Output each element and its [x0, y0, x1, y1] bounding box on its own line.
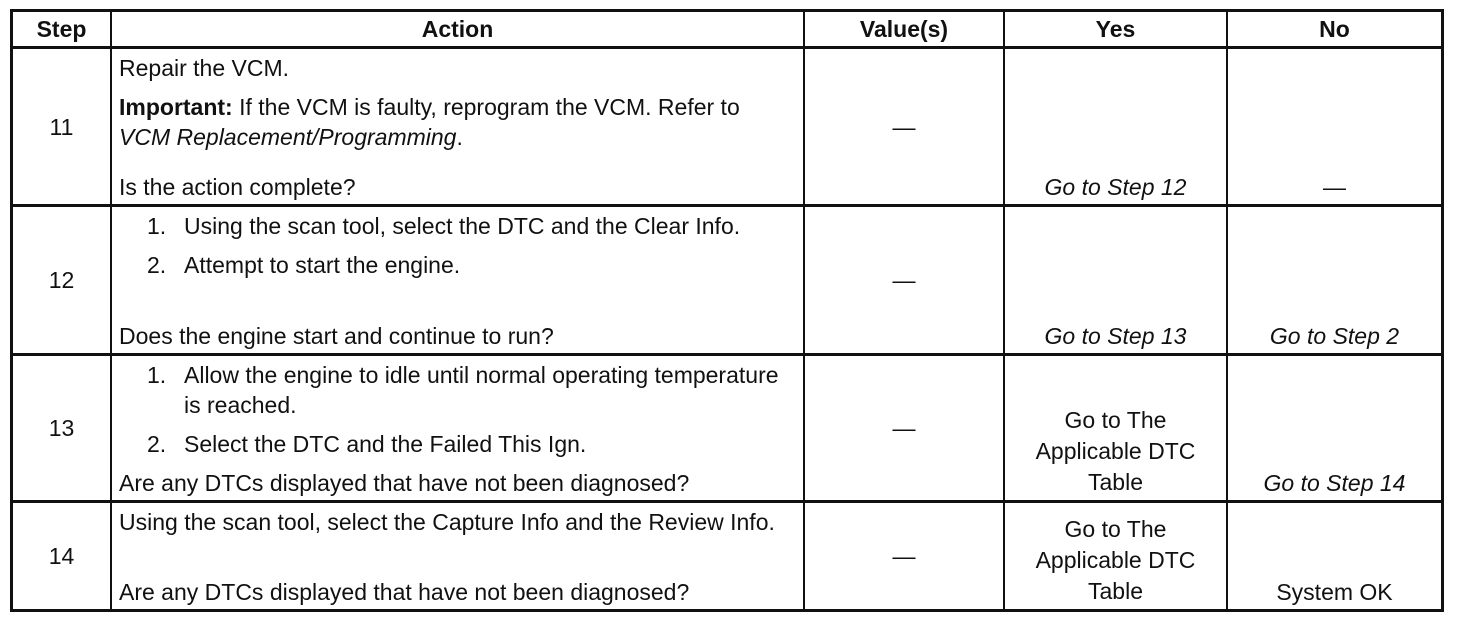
action-text: Repair the VCM.	[119, 55, 290, 81]
no-cell: Go to Step 14	[1228, 356, 1441, 503]
action-step-item	[119, 360, 797, 420]
yes-line: Go to The	[1064, 516, 1167, 542]
action-steps	[119, 360, 797, 459]
yes-line: Applicable DTC	[1035, 547, 1196, 573]
item-text: Allow the engine to idle until normal operating temperature is reached.	[184, 362, 779, 418]
no-cell: Go to Step 2	[1228, 207, 1441, 356]
step-number: 14	[13, 503, 112, 609]
step-number: 11	[13, 49, 112, 207]
action-question: Is the action complete?	[119, 174, 356, 200]
value-cell: —	[805, 207, 1005, 356]
no-cell: —	[1228, 49, 1441, 207]
item-number: 2.	[147, 431, 167, 457]
item-number: 1.	[147, 362, 167, 388]
yes-text	[1036, 514, 1196, 607]
action-question: Are any DTCs displayed that have not been diagnosed?	[119, 470, 690, 496]
action-cell	[112, 356, 805, 503]
action-question: Are any DTCs displayed that have not been diagnosed?	[119, 579, 690, 605]
value-cell: —	[805, 49, 1005, 207]
header-no: No	[1228, 12, 1441, 49]
action-text: Using the scan tool, select the Capture Info and the Review Info.	[119, 509, 775, 535]
step-number: 12	[13, 207, 112, 356]
yes-text	[1036, 405, 1196, 498]
action-cell	[112, 503, 805, 609]
item-text: Attempt to start the engine.	[184, 252, 461, 278]
action-question: Does the engine start and continue to run?	[119, 323, 554, 349]
action-step-item	[119, 429, 797, 459]
yes-line: Go to The	[1064, 407, 1167, 433]
action-step-item	[119, 250, 797, 280]
item-number: 2.	[147, 252, 167, 278]
action-cell	[112, 49, 805, 207]
yes-line: Table	[1088, 469, 1143, 495]
step-number: 13	[13, 356, 112, 503]
yes-line: Table	[1088, 578, 1143, 604]
header-values: Value(s)	[805, 12, 1005, 49]
yes-cell: Go to Step 12	[1005, 49, 1228, 207]
yes-cell	[1005, 356, 1228, 503]
important-note	[119, 92, 797, 152]
action-steps	[119, 211, 797, 280]
header-step: Step	[13, 12, 112, 49]
important-text: If the VCM is faulty, reprogram the VCM. Refer to	[232, 94, 740, 120]
no-cell: System OK	[1276, 579, 1393, 605]
item-text: Using the scan tool, select the DTC and the Clear Info.	[184, 213, 741, 239]
yes-line: Applicable DTC	[1035, 438, 1196, 464]
important-end: .	[456, 124, 463, 150]
reference-link-text: VCM Replacement/Programming	[119, 124, 457, 150]
header-action: Action	[112, 12, 805, 49]
value-cell: —	[805, 503, 1005, 609]
item-number: 1.	[147, 213, 167, 239]
action-cell	[112, 207, 805, 356]
item-text: Select the DTC and the Failed This Ign.	[184, 431, 587, 457]
important-label: Important:	[119, 94, 233, 120]
value-cell: —	[805, 356, 1005, 503]
action-step-item	[119, 211, 797, 241]
yes-cell	[1005, 503, 1228, 609]
diagnostic-table	[10, 9, 1444, 612]
header-yes: Yes	[1005, 12, 1228, 49]
yes-cell: Go to Step 13	[1005, 207, 1228, 356]
